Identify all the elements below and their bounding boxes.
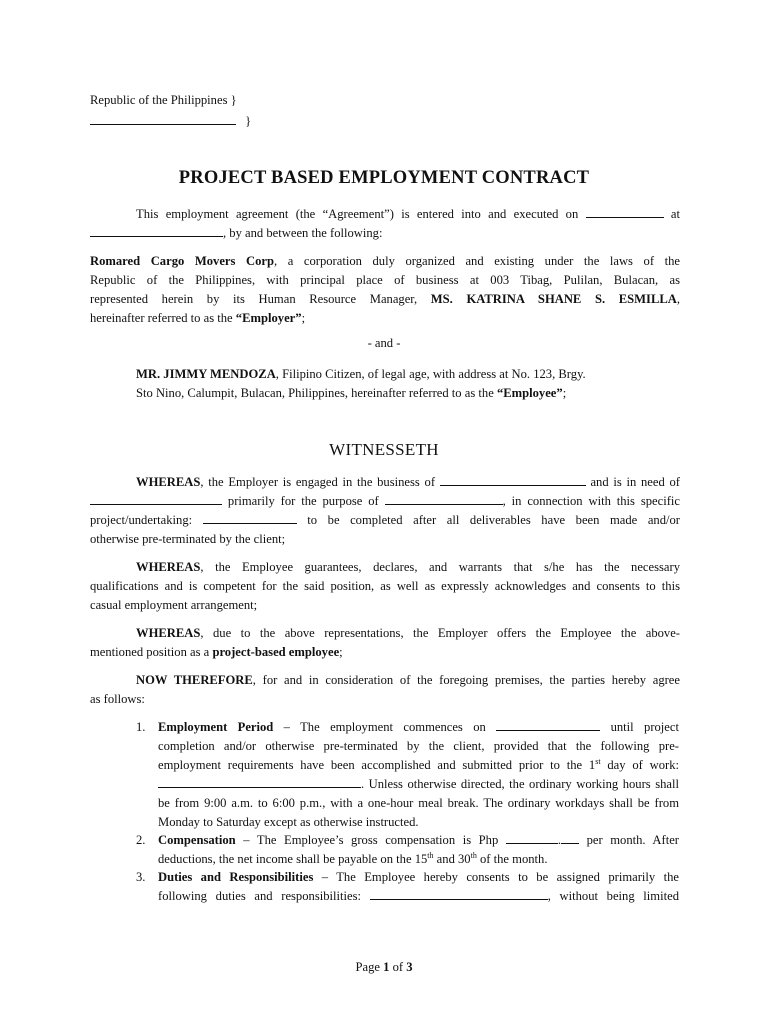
employer-semicolon: ; <box>301 311 306 325</box>
position-blank <box>90 493 222 505</box>
whereas2-line-3: casual employment arrangement; <box>90 598 258 612</box>
intro-between: , by and between the following: <box>223 226 383 240</box>
project-blank <box>203 512 297 524</box>
item3-without: , without being limited <box>547 889 679 903</box>
employee-name: MR. JIMMY MENDOZA <box>136 367 276 381</box>
business-blank <box>440 474 586 486</box>
item-number: 1. <box>136 720 146 734</box>
item3-consents: – The Employee hereby consents to be assigned primarily the <box>313 870 679 884</box>
employer-line-3 <box>90 290 680 309</box>
item1-line-4 <box>158 775 679 794</box>
whereas2-line-1 <box>136 558 680 577</box>
whereas1-project: project/undertaking: <box>90 513 193 527</box>
employer-rep-text: represented herein by its Human Resource Manager, <box>90 292 418 306</box>
item-number: 2. <box>136 833 146 847</box>
intro-at: at <box>670 207 680 221</box>
now-therefore-lead: NOW THEREFORE <box>136 673 253 687</box>
item1-commences: – The employment commences on <box>273 720 486 734</box>
duties-blank <box>370 888 548 900</box>
item1-until: until project <box>610 720 679 734</box>
employee-semicolon: ; <box>562 386 567 400</box>
now-therefore-line-1 <box>136 671 680 690</box>
header-brace: } <box>230 93 237 107</box>
employer-line-4 <box>90 309 680 328</box>
whereas1-text-a: , the Employer is engaged in the business of <box>200 475 436 489</box>
item2-gross: – The Employee’s gross compensation is Php <box>235 833 499 847</box>
compensation-blank <box>506 832 558 844</box>
header-brace-2: } <box>245 114 252 128</box>
and-separator: - and - <box>367 336 401 350</box>
intro-line-2 <box>90 224 680 243</box>
whereas1-line-3 <box>90 511 680 530</box>
purpose-blank <box>385 493 503 505</box>
whereas3-line-2 <box>90 643 680 662</box>
venue-header <box>90 91 237 110</box>
employer-line-2: Republic of the Philippines, with principal place of business at 003 Tibag, Pulilan, Bulacan, as <box>90 273 680 287</box>
whereas1-purpose: primarily for the purpose of <box>227 494 379 508</box>
page-footer <box>0 960 768 975</box>
now-therefore-text: , for and in consideration of the foregoing premises, the parties hereby agree <box>252 673 680 687</box>
item1-line-1 <box>158 718 679 737</box>
page-word: Page <box>355 960 380 974</box>
current-page: 1 <box>383 960 390 974</box>
employer-ref-text: hereinafter referred to as the <box>90 311 233 325</box>
item1-requirements: employment requirements have been accomplished and submitted prior to the 1 <box>158 758 596 772</box>
start-date-blank <box>496 719 600 731</box>
whereas1-line-4: otherwise pre-terminated by the client; <box>90 532 286 546</box>
item3-following: following duties and responsibilities: <box>158 889 362 903</box>
of-word: of <box>392 960 404 974</box>
whereas3-lead: WHEREAS <box>136 626 201 640</box>
item2-sup1: th <box>427 851 434 860</box>
venue-blank-line <box>90 112 251 131</box>
employer-line-1 <box>90 252 680 271</box>
now-therefore-line-2: as follows: <box>90 692 145 706</box>
intro-line-1 <box>136 205 680 224</box>
item2-payable: deductions, the net income shall be payable on the 15 <box>158 852 428 866</box>
venue-blank <box>90 113 236 125</box>
requirements-blank <box>158 776 361 788</box>
item1-line-3 <box>158 756 679 775</box>
whereas1-line-1 <box>136 473 680 492</box>
item-number: 3. <box>136 870 146 884</box>
whereas2-lead: WHEREAS <box>136 560 201 574</box>
employee-desc: , Filipino Citizen, of legal age, with address at No. 123, Brgy. <box>275 367 586 381</box>
item2-and: and 30 <box>433 852 471 866</box>
item1-line-6: Monday to Saturday except as otherwise instructed. <box>158 815 419 829</box>
whereas1-connection: , in connection with this specific <box>502 494 680 508</box>
employer-role: “Employer” <box>235 311 302 325</box>
whereas3-semicolon: ; <box>339 645 343 659</box>
intro-text: This employment agreement (the “Agreement”) is entered into and executed on <box>136 207 579 221</box>
witnesseth-heading: WITNESSETH <box>329 440 439 459</box>
item2-month: of the month. <box>476 852 548 866</box>
item2-dot: . <box>557 833 561 847</box>
item3-line-2 <box>158 887 679 906</box>
contract-title: PROJECT BASED EMPLOYMENT CONTRACT <box>178 168 590 188</box>
employer-comma: , <box>676 292 680 306</box>
whereas3-position: mentioned position as a <box>90 645 210 659</box>
duties-heading: Duties and Responsibilities <box>158 870 314 884</box>
employment-period-heading: Employment Period <box>158 720 274 734</box>
item1-line-5: be from 9:00 a.m. to 6:00 p.m., with a one-hour meal break. The ordinary workdays shall be from <box>158 796 679 810</box>
employer-desc: , a corporation duly organized and existing under the laws of the <box>273 254 680 268</box>
item2-sup2: th <box>470 851 477 860</box>
item2-line-2 <box>158 850 679 869</box>
whereas2-text: , the Employee guarantees, declares, and warrants that s/he has the necessary <box>200 560 680 574</box>
place-blank <box>90 225 223 237</box>
item2-line-1 <box>158 831 679 850</box>
whereas1-completed: to be completed after all deliverables have been made and/or <box>307 513 680 527</box>
date-blank <box>586 206 664 218</box>
total-pages: 3 <box>406 960 413 974</box>
whereas3-text: , due to the above representations, the Employer offers the Employee the above- <box>200 626 680 640</box>
whereas1-lead: WHEREAS <box>136 475 201 489</box>
centavos-blank <box>561 832 579 844</box>
whereas2-line-2: qualifications and is competent for the said position, as well as expressly acknowledges and consents to this <box>90 579 680 593</box>
whereas1-text-b: and is in need of <box>590 475 680 489</box>
compensation-heading: Compensation <box>158 833 236 847</box>
item2-per-month: per month. After <box>586 833 679 847</box>
item1-line-2: completion and/or otherwise pre-terminated by the client, provided that the following pre- <box>158 739 679 753</box>
item1-day-of-work: day of work: <box>600 758 679 772</box>
item1-sup: st <box>595 757 601 766</box>
manager-name: MS. KATRINA SHANE S. ESMILLA <box>430 292 677 306</box>
whereas3-line-1 <box>136 624 680 643</box>
item1-hours: . Unless otherwise directed, the ordinary working hours shall <box>361 777 679 791</box>
project-based-employee: project-based employee <box>212 645 340 659</box>
employer-name: Romared Cargo Movers Corp <box>90 254 274 268</box>
whereas1-line-2 <box>90 492 680 511</box>
employee-ref-text: Sto Nino, Calumpit, Bulacan, Philippines, hereinafter referred to as the <box>136 386 494 400</box>
item3-line-1 <box>158 868 679 887</box>
employee-line-2 <box>136 384 636 403</box>
republic-text: Republic of the Philippines <box>90 93 228 107</box>
employee-role: “Employee” <box>496 386 563 400</box>
employee-line-1 <box>136 365 636 384</box>
